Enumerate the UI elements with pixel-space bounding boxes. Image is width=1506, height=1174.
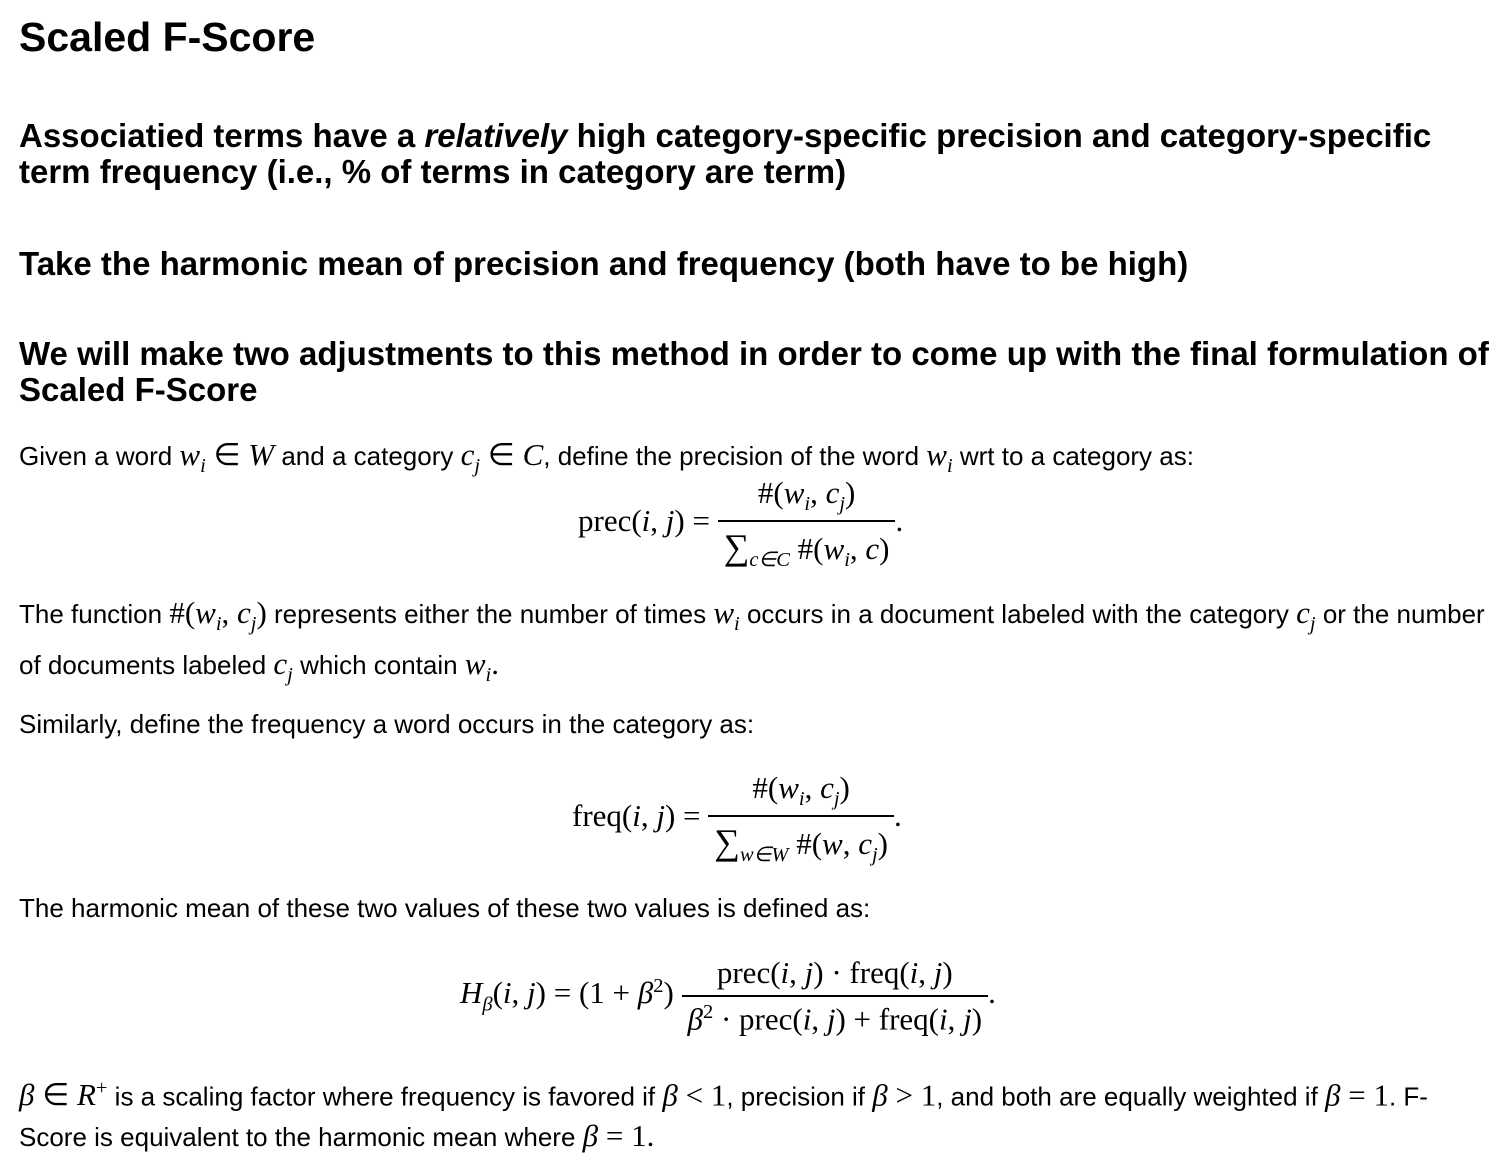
text-run: occurs in a document labeled with the category: [739, 599, 1297, 629]
text-run: , precision if: [726, 1081, 873, 1112]
paragraph-frequency-intro: Similarly, define the frequency a word occurs in the category as:: [19, 709, 755, 739]
text-run: . F-Score is equivalent to the harmonic mean where: [19, 1081, 1428, 1153]
math-beta-in-R: β ∈ R+: [19, 1077, 108, 1113]
text-run: Given a word: [19, 441, 180, 471]
heading-harmonic-mean: Take the harmonic mean of precision and frequency (both have to be high): [19, 245, 1189, 282]
text-run: which contain: [292, 650, 465, 681]
paragraph-harmonic-intro: The harmonic mean of these two values of these two values is defined as:: [19, 893, 871, 923]
text-run: The function: [19, 599, 170, 629]
text-run: , and both are equally weighted if: [936, 1081, 1326, 1112]
text-run: represents either the number of times: [266, 599, 714, 629]
page-title: Scaled F-Score: [19, 14, 316, 60]
math-wi: $w_i$: [926, 437, 953, 478]
equation-harmonic-mean: $H_\beta(i$, $j) = (1 + \beta^2)$ $\frac{\text{prec(i, j) · freq(i, j)}}{\beta^2 \cdot prec(i, j) + freq(i, j)}$ .: [460, 955, 996, 1037]
math-beta-lt-1: β < 1: [662, 1077, 727, 1113]
math-beta-gt-1: β > 1: [872, 1077, 937, 1113]
text-run: and a category: [274, 441, 461, 471]
math-wi: $w_i$: [713, 595, 740, 636]
text-run: is a scaling factor where frequency is favored if: [107, 1081, 663, 1112]
equation-frequency: freq(i, j) = $\frac{\#(w_i, c_j)}{\sum_{w\in W} \#(w, c_j)}$ .: [572, 770, 902, 867]
equation-precision: prec(i, j) = $\frac{\#(w_i, c_j)}{\sum_{c\in C} \#(w_i, c)}$ .: [578, 475, 904, 572]
paragraph-beta-explanation: [19, 1068, 1489, 1157]
heading-associated-terms-after: high category-specific precision and category-specific term frequency (i.e., % of terms in category are term): [19, 117, 1432, 190]
heading-associated-terms-emphasis: relatively: [424, 117, 568, 154]
math-wi: $w_i$.: [464, 646, 499, 687]
paragraph-count-function: [19, 593, 1489, 695]
math-cj: $c_j$: [273, 646, 293, 687]
heading-associated-terms: [19, 118, 1489, 190]
math-beta-eq-1: β = 1.: [582, 1118, 655, 1154]
math-wi-in-W: $w_i$ ∈ W: [179, 437, 275, 478]
math-cj: $c_j$: [1296, 595, 1316, 636]
math-cj-in-C: $c_j$ ∈ C: [460, 437, 544, 478]
math-count-wi-cj: $\#(w_i$, $c_j$): [169, 595, 267, 636]
text-run: wrt to a category as:: [952, 441, 1194, 471]
heading-associated-terms-before: Associatied terms have a: [19, 117, 425, 154]
heading-adjustments: We will make two adjustments to this method in order to come up with the final formulation of Scaled F-Score: [19, 335, 1489, 408]
text-run: , define the precision of the word: [543, 441, 927, 471]
math-beta-eq-1: β = 1: [1325, 1077, 1389, 1113]
text-run: or the number of documents labeled: [19, 599, 1485, 681]
